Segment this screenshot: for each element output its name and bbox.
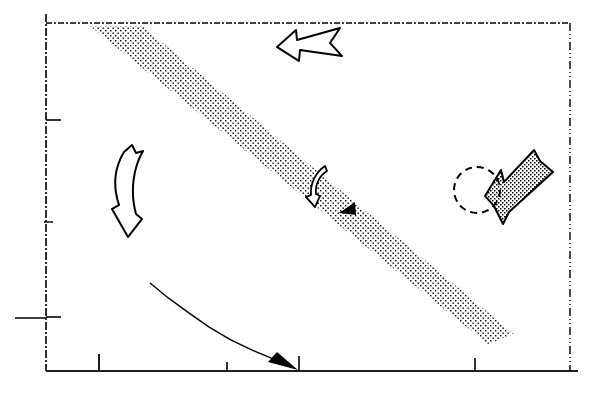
variable-left-arrow-icon: [277, 28, 342, 61]
planetary-nebula-curved-arrow-icon: [112, 145, 143, 237]
white-dwarf-arrowhead-icon: [268, 352, 298, 370]
main-sequence-band: [90, 26, 514, 344]
white-dwarf-track-line: [150, 283, 284, 363]
contraction-arrow-icon: [485, 150, 553, 224]
